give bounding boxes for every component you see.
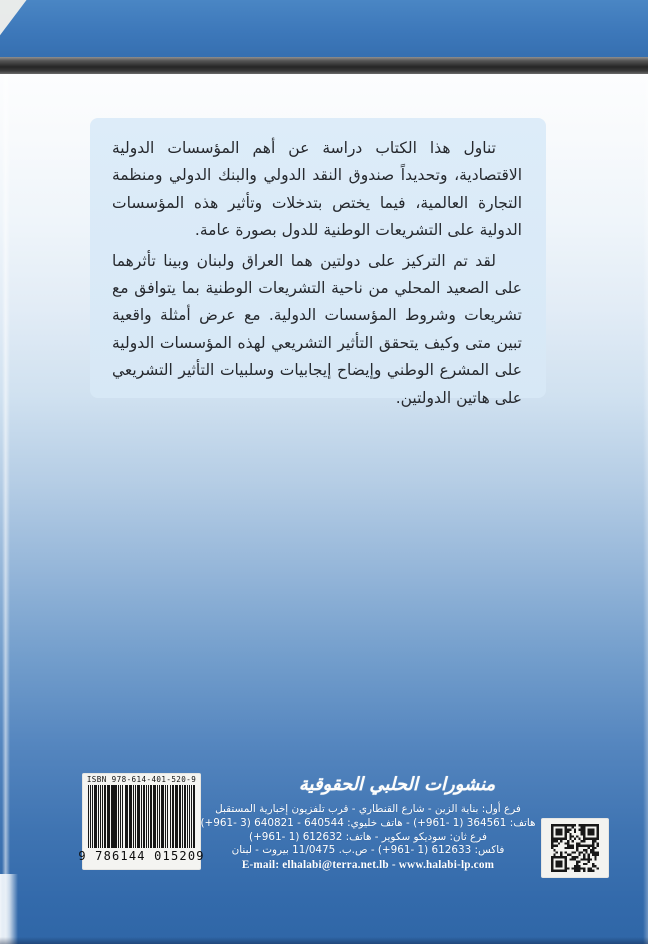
plastic-wrap-seam (2, 74, 10, 944)
summary-paragraph-1: تناول هذا الكتاب دراسة عن أهم المؤسسات الدولية الاقتصادية، وتحديداً صندوق النقد الدولي والبنك الدولي ومنظمة التجارة العالمية، فيما يختص بتدخلات وتأثير هذه المؤسسات الدولية على التشريعات الوطنية للدول بصورة عامة. (112, 139, 522, 240)
right-edge-highlight (643, 74, 648, 944)
book-pages-top-edge (0, 0, 648, 58)
barcode-bars-icon (88, 785, 195, 848)
plastic-wrap-strip (0, 874, 18, 944)
qr-code-icon (541, 818, 609, 878)
isbn-label: ISBN 978-614-401-520-9 (86, 775, 197, 784)
publisher-contact-block (184, 803, 552, 873)
summary-paragraph-2: لقد تم التركيز على دولتين هما العراق ولبنان وبينا تأثرهما على الصعيد المحلي من ناحية التشريعات الوطنية بما يتوافق مع تشريعات وشروط المؤسسات الدولية. مع عرض أمثلة واقعية تبين متى وكيف يتحقق التأثير التشريعي لهذه المؤسسات الدولية على المشرع الوطني وإيضاح إيجابيات وسلبيات التأثير التشريعي على هاتين الدولتين. (112, 251, 522, 407)
contact-line-branch1: فرع أول: بناية الزين - شارع القنطاري - قرب تلفزيون إخبارية المستقبل (215, 803, 521, 815)
board-edge-shadow (0, 57, 648, 74)
publisher-logo: منشورات الحلبي الحقوقية (298, 773, 496, 795)
bottom-edge-shadow (0, 937, 648, 944)
contact-line-phones: هاتف: 364561 (1 -961+) - هاتف خليوي: 640544 - 640821 (3 -961+) (200, 816, 536, 829)
isbn-digits: 9 786144 015209 (78, 849, 205, 863)
contact-email-website: E-mail: elhalabi@terra.net.lb - www.halabi-lp.com (241, 859, 495, 872)
contact-line-branch2: فرع ثان: سوديكو سكوير - هاتف: 612632 (1 -961+) (249, 830, 487, 843)
summary-box (90, 118, 546, 407)
contact-line-fax-pobox: فاكس: 612633 (1 -961+) - ص.ب. 11/0475 بيروت - لبنان (231, 844, 505, 857)
